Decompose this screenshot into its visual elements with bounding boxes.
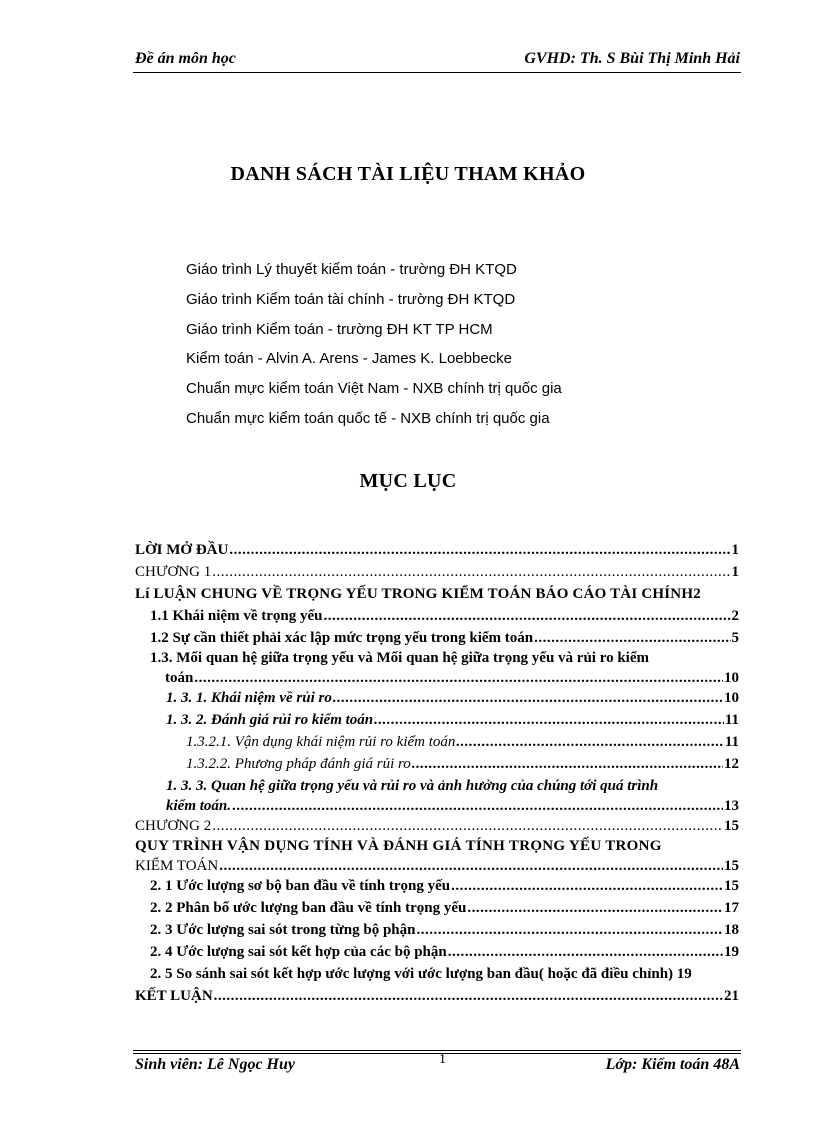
toc-entry[interactable]: 2. 3 Ước lượng sai sót trong từng bộ phận ..... 18 xyxy=(150,920,739,940)
reference-item: Giáo trình Kiểm toán - trường ĐH KT TP HCM xyxy=(186,320,493,338)
toc-entry[interactable]: KẾT LUẬN ..... 21 xyxy=(135,986,739,1006)
toc-entry[interactable]: 1. 3. 2. Đánh giá rủi ro kiểm toán ..... 11 xyxy=(166,710,739,730)
page-number: 1 xyxy=(439,1052,446,1067)
toc-entry[interactable]: 1.2 Sự cần thiết phải xác lập mức trọng yếu trong kiểm toán ..... 5 xyxy=(150,628,739,648)
toc-entry[interactable]: 2. 4 Ước lượng sai sót kết hợp của các bộ phận ..... 19 xyxy=(150,942,739,962)
reference-item: Giáo trình Lý thuyết kiểm toán - trường ĐH KTQD xyxy=(186,261,517,278)
footer-class: Lớp: Kiểm toán 48A xyxy=(605,1056,740,1073)
reference-item: Giáo trình Kiểm toán tài chính - trường ĐH KTQD xyxy=(186,290,516,308)
toc-entry[interactable]: 2. 5 So sánh sai sót kết hợp ước lượng với ước lượng ban đầu( hoặc đã điều chỉnh) 19 xyxy=(150,966,692,982)
toc-entry[interactable]: 2. 2 Phân bổ ước lượng ban đầu về tính trọng yếu ..... 17 xyxy=(150,898,739,918)
toc-entry[interactable]: 1. 3. 1. Khái niệm về rủi ro ..... 10 xyxy=(166,688,739,708)
toc-entry[interactable]: Lí LUẬN CHUNG VỀ TRỌNG YẾU TRONG KIỂM TOÁN BÁO CÁO TÀI CHÍNH2 xyxy=(135,586,701,602)
header-course: Đề án môn học xyxy=(135,50,236,67)
footer-rule xyxy=(133,1053,741,1054)
toc-entry-line1[interactable]: QUY TRÌNH VẬN DỤNG TÍNH VÀ ĐÁNH GIÁ TÍNH TRỌNG YẾU TRONG xyxy=(135,838,662,854)
toc-title: MỤC LỤC xyxy=(359,470,457,492)
reference-item: Chuẩn mực kiểm toán quốc tế - NXB chính trị quốc gia xyxy=(186,409,550,427)
toc-entry-line1[interactable]: 1. 3. 3. Quan hệ giữa trọng yếu và rủi ro và ảnh hưởng của chúng tới quá trình xyxy=(166,778,659,794)
toc-entry[interactable]: 1.3.2.2. Phương pháp đánh giá rủi ro ..... 12 xyxy=(186,754,739,774)
toc-entry[interactable]: CHƯƠNG 1 ..... 1 xyxy=(135,562,739,582)
toc-entry[interactable]: kiểm toán. ..... 13 xyxy=(166,796,739,816)
header-supervisor: GVHD: Th. S Bùi Thị Minh Hải xyxy=(524,50,740,67)
references-title: DANH SÁCH TÀI LIỆU THAM KHẢO xyxy=(230,163,586,185)
toc-entry-line1[interactable]: 1.3. Mối quan hệ giữa trọng yếu và Mối quan hệ giữa trọng yếu và rủi ro kiểm xyxy=(150,650,649,666)
toc-entry[interactable]: 1.1 Khái niệm về trọng yếu ..... 2 xyxy=(150,606,739,626)
toc-entry[interactable]: LỜI MỞ ĐẦU ..... 1 xyxy=(135,540,739,560)
toc-entry[interactable]: KIỂM TOÁN ..... 15 xyxy=(135,856,739,876)
reference-item: Kiểm toán - Alvin A. Arens - James K. Loebbecke xyxy=(186,350,513,368)
toc-entry[interactable]: toán ..... 10 xyxy=(165,668,739,688)
footer-student: Sinh viên: Lê Ngọc Huy xyxy=(135,1056,295,1073)
reference-item: Chuẩn mực kiểm toán Việt Nam - NXB chính trị quốc gia xyxy=(186,380,562,398)
page-footer xyxy=(135,1052,740,1078)
footer-rule xyxy=(133,1050,741,1051)
toc-entry[interactable]: 2. 1 Ước lượng sơ bộ ban đầu về tính trọng yếu ..... 15 xyxy=(150,876,739,896)
toc-entry[interactable]: CHƯƠNG 2 ..... 15 xyxy=(135,816,739,836)
toc-entry[interactable]: 1.3.2.1. Vận dụng khái niệm rủi ro kiểm toán ..... 11 xyxy=(186,732,739,752)
